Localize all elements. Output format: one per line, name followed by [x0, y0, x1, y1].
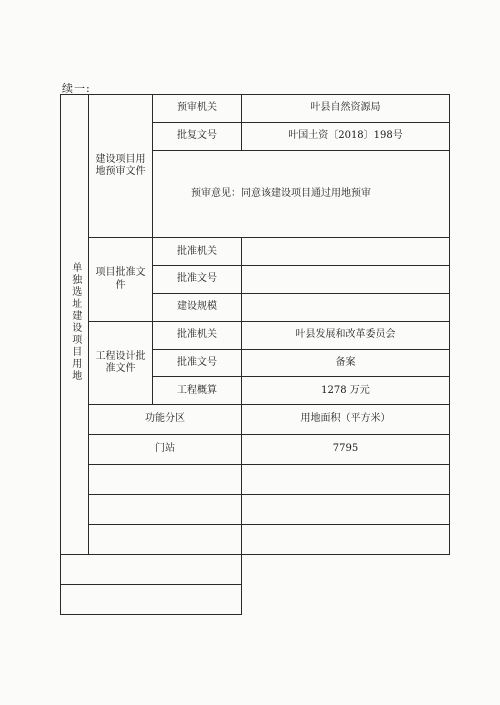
- zone-header: 功能分区: [89, 405, 242, 435]
- engineering-authority-label: 批准机关: [153, 321, 242, 349]
- project-approval-section-label: 项目批准文 件: [89, 238, 153, 321]
- land-use-form-table: [60, 94, 450, 615]
- project-approval-authority-value: [242, 238, 450, 266]
- side-label-cell: [61, 95, 89, 555]
- side-label: 单独选址建设项目用地: [69, 262, 81, 383]
- zone-row-1-name: 门站: [89, 435, 242, 465]
- project-approval-authority-label: 批准机关: [153, 238, 242, 266]
- engineering-design-section-label: 工程设计批准文件: [89, 321, 153, 404]
- zone-row-empty: [89, 495, 242, 525]
- pre-review-section-label: 建设项目用地预审文件: [89, 95, 153, 238]
- project-approval-scale-value: [242, 293, 450, 321]
- continuation-label: 续一:: [62, 82, 91, 95]
- engineering-doc-no-value: 备案: [242, 349, 450, 377]
- pre-review-opinion: 预审意见：同意该建设项目通过用地预审: [153, 150, 450, 238]
- engineering-budget-label: 工程概算: [153, 377, 242, 405]
- zone-row-empty-area: [242, 465, 450, 495]
- area-header: 用地面积（平方米）: [242, 405, 450, 435]
- pre-review-authority-label: 预审机关: [153, 95, 242, 123]
- engineering-authority-value: 叶县发展和改革委员会: [242, 321, 450, 349]
- zone-row-empty-area: [242, 495, 450, 525]
- engineering-doc-no-label: 批准文号: [153, 349, 242, 377]
- pre-review-authority-value: 叶县自然资源局: [242, 95, 450, 123]
- pre-review-doc-no-label: 批复文号: [153, 122, 242, 150]
- project-approval-scale-label: 建设规模: [153, 293, 242, 321]
- engineering-budget-value: 1278 万元: [242, 377, 450, 405]
- project-approval-doc-no-label: 批准文号: [153, 266, 242, 294]
- zone-row-empty: [89, 525, 242, 555]
- zone-row-1-area: 7795: [242, 435, 450, 465]
- zone-row-empty: [89, 465, 242, 495]
- zone-row-empty-full: [61, 584, 242, 614]
- pre-review-doc-no-value: 叶国土资〔2018〕198号: [242, 122, 450, 150]
- zone-row-empty-full: [61, 555, 242, 585]
- zone-row-empty-area: [242, 525, 450, 555]
- project-approval-doc-no-value: [242, 266, 450, 294]
